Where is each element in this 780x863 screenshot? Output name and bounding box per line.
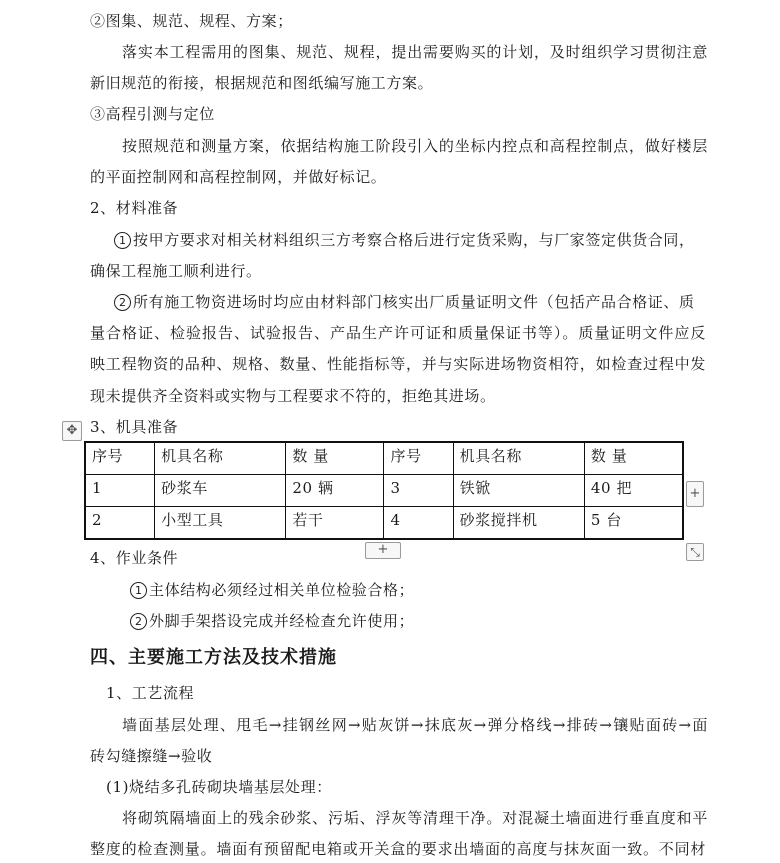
header-cell[interactable]: 数 量 — [584, 442, 683, 475]
chapter-heading: 四、主要施工方法及技术措施 — [90, 647, 337, 668]
text-line: 量合格证、检验报告、试验报告、产品生产许可证和质量保证书等）。质量证明文件应反 — [90, 324, 706, 342]
table-resize-handle[interactable]: ⤡ — [686, 543, 704, 561]
section-heading: 2、材料准备 — [90, 199, 179, 217]
circled-2-marker: ② — [90, 12, 106, 30]
text-line: ③高程引测与定位 — [90, 105, 215, 123]
text-line: 整度的检查测量。墙面有预留配电箱或开关盒的要求出墙面的高度与抹灰面一致。不同材 — [90, 840, 706, 858]
text-line: 落实本工程需用的图集、规范、规程，提出需要购买的计划，及时组织学习贯彻注意 — [122, 43, 708, 61]
section-heading: 1、工艺流程 — [106, 684, 195, 702]
table-row — [85, 475, 683, 507]
header-cell[interactable]: 序号 — [384, 442, 453, 475]
text-line: 砖勾缝擦缝→验收 — [90, 747, 213, 765]
table-move-handle[interactable]: ✥ — [62, 421, 82, 441]
text-line: 2 外脚手架搭设完成并经检查允许使用； — [130, 611, 414, 631]
circled-number-marker: 1 — [130, 582, 147, 599]
circled-number-marker: 1 — [114, 232, 131, 249]
text-line: 将砌筑隔墙面上的残余砂浆、污垢、浮灰等清理干净。对混凝土墙面进行垂直度和平 — [122, 809, 708, 827]
table-cell[interactable]: 3 — [384, 475, 453, 507]
table-cell[interactable]: 砂浆搅拌机 — [453, 507, 584, 540]
header-cell[interactable]: 机具名称 — [155, 442, 286, 475]
table-cell[interactable]: 若干 — [286, 507, 384, 540]
text-line: ②图集、规范、规程、方案； — [90, 12, 293, 30]
table-cell[interactable]: 40 把 — [584, 475, 683, 507]
text-line: 新旧规范的衔接，根据规范和图纸编写施工方案。 — [90, 74, 434, 92]
add-column-button[interactable]: + — [686, 481, 704, 507]
text-line: (1)烧结多孔砖砌块墙基层处理： — [106, 778, 332, 796]
add-row-button[interactable]: + — [365, 542, 401, 559]
text-line: 墙面基层处理、甩毛→挂钢丝网→贴灰饼→抹底灰→弹分格线→排砖→镶贴面砖→面 — [122, 716, 708, 734]
table-cell[interactable]: 5 台 — [584, 507, 683, 540]
text-line: 的平面控制网和高程控制网，并做好标记。 — [90, 168, 387, 186]
table-cell[interactable]: 1 — [85, 475, 155, 507]
header-cell[interactable]: 机具名称 — [453, 442, 584, 475]
table-cell[interactable]: 4 — [384, 507, 453, 540]
text-line: 映工程物资的品种、规格、数量、性能指标等，并与实际进场物资相符，如检查过程中发 — [90, 355, 706, 373]
table-cell[interactable]: 砂浆车 — [155, 475, 286, 507]
circled-3-marker: ③ — [90, 105, 106, 123]
section-heading: 4、作业条件 — [90, 549, 179, 567]
table-cell[interactable]: 铁锨 — [453, 475, 584, 507]
section-heading: 3、机具准备 — [90, 418, 179, 436]
table-cell[interactable]: 2 — [85, 507, 155, 540]
header-cell[interactable]: 数 量 — [286, 442, 384, 475]
text-line: 1 按甲方要求对相关材料组织三方考察合格后进行定货采购，与厂家签定供货合同， — [114, 230, 695, 250]
text-line: 确保工程施工顺利进行。 — [90, 262, 262, 280]
equipment-table — [84, 441, 684, 540]
text-line: 按照规范和测量方案，依据结构施工阶段引入的坐标内控点和高程控制点，做好楼层 — [122, 137, 708, 155]
circled-number-marker: 2 — [114, 294, 131, 311]
text-line: 1 主体结构必须经过相关单位检验合格； — [130, 580, 414, 600]
circled-number-marker: 2 — [130, 613, 147, 630]
text-line: 现未提供齐全资料或实物与工程要求不符的，拒绝其进场。 — [90, 387, 496, 405]
header-cell[interactable]: 序号 — [85, 442, 155, 475]
table-header-row — [85, 442, 683, 475]
table-row — [85, 507, 683, 540]
table-cell[interactable]: 小型工具 — [155, 507, 286, 540]
table-cell[interactable]: 20 辆 — [286, 475, 384, 507]
text-line: 2 所有施工物资进场时均应由材料部门核实出厂质量证明文件（包括产品合格证、质 — [114, 292, 695, 312]
